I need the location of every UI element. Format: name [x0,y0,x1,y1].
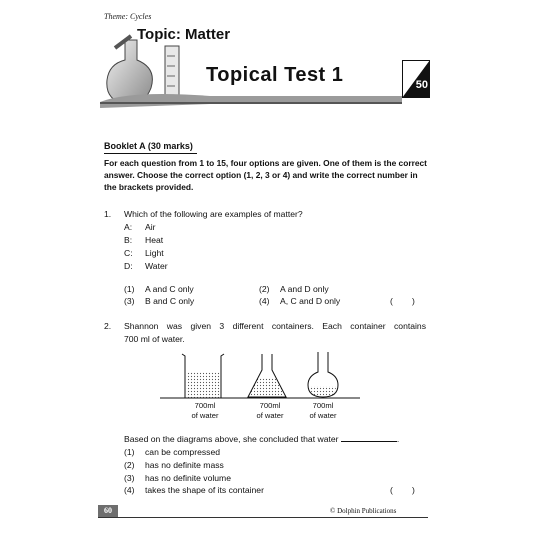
q2-text-line2: 700 ml of water. [124,334,185,344]
container-label [250,401,290,421]
q1-option-num: (2) [259,284,270,294]
containers-diagram [160,348,360,400]
container-label [185,401,225,421]
q1-answer-bracket[interactable]: ( ) [390,296,415,306]
q2-option-text: can be compressed [145,447,220,457]
container-label [303,401,343,421]
container-volume: 700ml [259,401,281,410]
q1-text: Which of the following are examples of matter? [124,209,303,219]
q1-item-letter: A: [124,222,133,232]
footer-rule [98,517,428,518]
q2-option-num: (3) [124,473,135,483]
container-volume: 700ml [312,401,334,410]
booklet-heading: Booklet A (30 marks) [104,141,193,151]
q1-option-text: A and C only [145,284,194,294]
container-substance: of water [256,411,284,420]
publisher-credit: © Dolphin Publications [330,507,397,515]
booklet-underline [104,153,197,154]
q2-option-text: takes the shape of its container [145,485,264,495]
q2-conclusion-text: Based on the diagrams above, she concluded that water [124,434,339,444]
q1-item-text: Air [145,222,156,232]
q1-item-letter: D: [124,261,133,271]
q2-option-num: (1) [124,447,135,457]
q1-option-text: A, C and D only [280,296,341,306]
q2-answer-bracket[interactable]: ( ) [390,485,415,495]
q1-item-letter: C: [124,248,133,258]
q2-option-num: (4) [124,485,135,495]
title-rule [100,102,402,104]
instructions: For each question from 1 to 15, four options are given. One of them is the correct answer. Choose the correct option (1, 2, 3 or 4) and write the correct number in the brackets provided. [104,158,427,192]
q2-number: 2. [104,321,112,331]
q1-item-text: Light [145,248,164,258]
theme-label: Theme: Cycles [104,12,152,21]
q2-option-num: (2) [124,460,135,470]
q1-item-text: Water [145,261,168,271]
q2-text-line1: Shannon was given 3 different containers. Each container contains [124,321,426,331]
container-substance: of water [309,411,337,420]
container-volume: 700ml [194,401,216,410]
q1-option-num: (1) [124,284,135,294]
q2-answer-blank[interactable] [341,433,397,442]
container-substance: of water [191,411,219,420]
q1-option-num: (4) [259,296,270,306]
page-number: 60 [98,505,118,517]
q1-number: 1. [104,209,112,219]
q1-item-letter: B: [124,235,133,245]
topic-heading: Topic: Matter [137,26,231,43]
round-bottom-flask-icon [308,352,338,397]
q1-item-text: Heat [145,235,164,245]
q1-option-text: B and C only [145,296,195,306]
beaker-icon [182,354,224,398]
q2-conclusion: Based on the diagrams above, she concluded that water . [124,434,400,444]
q1-option-text: A and D only [280,284,329,294]
q2-option-text: has no definite volume [145,473,231,483]
q1-option-num: (3) [124,296,135,306]
q2-option-text: has no definite mass [145,460,224,470]
test-title: Topical Test 1 [206,64,344,86]
total-marks: 50 [415,79,428,91]
conical-flask-icon [248,354,286,397]
